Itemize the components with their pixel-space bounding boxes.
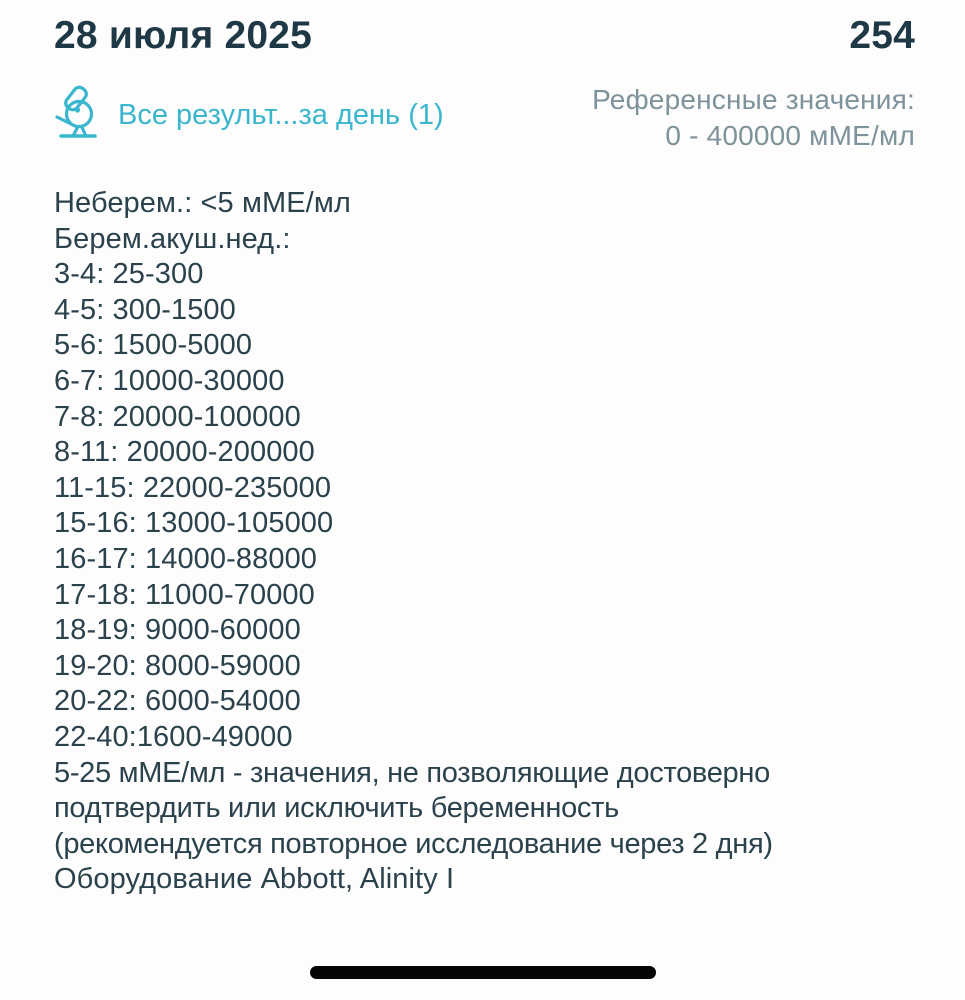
reference-values bbox=[592, 82, 915, 154]
reference-line-nonpregnant: Неберем.: <5 мМЕ/мл bbox=[54, 187, 351, 219]
reference-range: 0 - 400000 мМЕ/мл bbox=[665, 120, 915, 151]
reference-line: 18-19: 9000-60000 bbox=[54, 614, 301, 647]
reference-line: 15-16: 13000-105000 bbox=[54, 507, 334, 540]
date-label: 28 июля 2025 bbox=[54, 14, 313, 57]
reference-line: 5-6: 1500-5000 bbox=[54, 329, 253, 362]
microscope-icon bbox=[54, 85, 100, 144]
all-results-link-label: Все результ...за день (1) bbox=[118, 98, 444, 131]
equipment-line: Оборудование Abbott, Alinity I bbox=[54, 863, 455, 896]
reference-line: 22-40:1600-49000 bbox=[54, 720, 293, 753]
note-line: 5-25 мМЕ/мл - значения, не позволяющие достоверно bbox=[54, 756, 770, 789]
reference-line: 17-18: 11000-70000 bbox=[54, 578, 315, 611]
reference-line: 8-11: 20000-200000 bbox=[54, 436, 315, 469]
reference-line: 4-5: 300-1500 bbox=[54, 293, 236, 326]
note-line: подтвердить или исключить беременность bbox=[54, 792, 619, 825]
note-line: (рекомендуется повторное исследование через 2 дня) bbox=[54, 827, 773, 860]
reference-label: Референсные значения: bbox=[592, 84, 915, 115]
all-results-link[interactable] bbox=[54, 85, 444, 144]
home-indicator[interactable] bbox=[310, 966, 656, 979]
reference-line: 16-17: 14000-88000 bbox=[54, 542, 318, 575]
reference-line: 7-8: 20000-100000 bbox=[54, 400, 301, 433]
reference-line: 11-15: 22000-235000 bbox=[54, 471, 332, 504]
reference-line: 20-22: 6000-54000 bbox=[54, 685, 301, 718]
record-count: 254 bbox=[849, 14, 915, 57]
reference-line: 19-20: 8000-59000 bbox=[54, 649, 301, 682]
reference-line: 6-7: 10000-30000 bbox=[54, 364, 285, 397]
subheader bbox=[0, 82, 965, 154]
reference-line-header: Берем.акуш.нед.: bbox=[54, 222, 291, 255]
reference-line: 3-4: 25-300 bbox=[54, 258, 204, 291]
header bbox=[0, 0, 965, 58]
reference-table bbox=[54, 186, 925, 898]
